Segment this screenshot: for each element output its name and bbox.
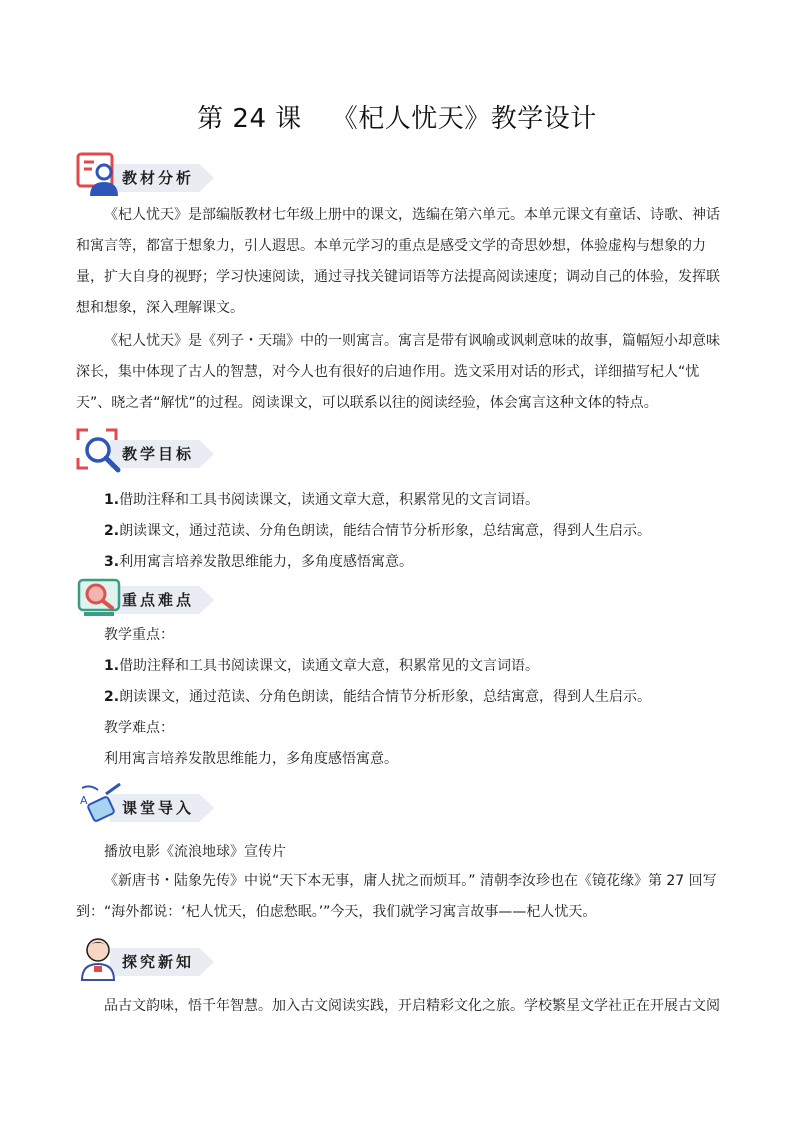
title-lesson: 第 24 课 — [197, 104, 302, 134]
section-title-intro: 课堂导入 — [122, 799, 195, 817]
key-label: 教学重点： — [104, 627, 174, 643]
section-title-explore: 探究新知 — [122, 953, 195, 971]
key-item-1: 1.借助注释和工具书阅读课文，读通文章大意，积累常见的文言词语。 — [104, 658, 540, 674]
goal-item-1: 1.借助注释和工具书阅读课文，读通文章大意，积累常见的文言词语。 — [104, 492, 540, 508]
page-title — [0, 98, 794, 135]
person-board-icon — [76, 152, 124, 198]
section-header-intro — [76, 782, 216, 826]
student-avatar-icon — [76, 936, 124, 982]
difficulty-text: 利用寓言培养发散思维能力，多角度感悟寓意。 — [104, 751, 398, 767]
intro-line-1: 播放电影《流浪地球》宣传片 — [104, 844, 286, 860]
difficulty-label: 教学难点： — [104, 720, 174, 736]
analysis-paragraph-2: 《杞人忧天》是《列子・天瑞》中的一则寓言。寓言是带有讽喻或讽刺意味的故事，篇幅短小却意味深长，集中体现了古人的智慧，对今人也有很好的启迪作用。选文采用对话的形式，详细描写杞人“忧天”、晓之者“解忧”的过程。阅读课文，可以联系以往的阅读经验，体会寓言这种文体的特点。 — [76, 333, 720, 411]
section-header-analysis — [76, 152, 216, 196]
title-text: 《杞人忧天》教学设计 — [331, 104, 597, 134]
target-magnifier-icon — [76, 428, 124, 474]
section-header-explore — [76, 936, 216, 980]
section-header-keypoints — [76, 574, 216, 618]
section-title-goals: 教学目标 — [122, 445, 195, 463]
intro-paragraph: 《新唐书・陆象先传》中说“天下本无事，庸人扰之而烦耳。” 清朝李汝珍也在《镜花缘》第 27 回写到：“海外都说：‘杞人忧天，伯虑愁眠。’”今天，我们就学习寓言故事——杞人忧天。 — [76, 873, 717, 920]
section-header-goals — [76, 428, 216, 472]
explore-paragraph: 品古文韵味，悟千年智慧。加入古文阅读实践，开启精彩文化之旅。学校繁星文学社正在开展古文阅 — [104, 998, 720, 1014]
svg-text:A: A — [80, 794, 88, 807]
key-item-2: 2.朗读课文，通过范读、分角色朗读，能结合情节分析形象，总结寓意，得到人生启示。 — [104, 689, 652, 705]
section-title-analysis: 教材分析 — [122, 169, 195, 187]
goal-item-2: 2.朗读课文，通过范读、分角色朗读，能结合情节分析形象，总结寓意，得到人生启示。 — [104, 523, 652, 539]
magnifier-screen-icon — [76, 574, 124, 620]
analysis-paragraph-1: 《杞人忧天》是部编版教材七年级上册中的课文，选编在第六单元。本单元课文有童话、诗歌、神话和寓言等，都富于想象力，引人遐思。本单元学习的重点是感受文学的奇思妙想，体验虚构与想象的力量，扩大自身的视野；学习快速阅读，通过寻找关键词语等方法提高阅读速度；调动自己的体验，发挥联想和想象，深入理解课文。 — [76, 207, 720, 316]
section-title-keypoints: 重点难点 — [122, 591, 195, 609]
goal-item-3: 3.利用寓言培养发散思维能力，多角度感悟寓意。 — [104, 554, 414, 570]
pencil-note-icon — [76, 782, 124, 828]
